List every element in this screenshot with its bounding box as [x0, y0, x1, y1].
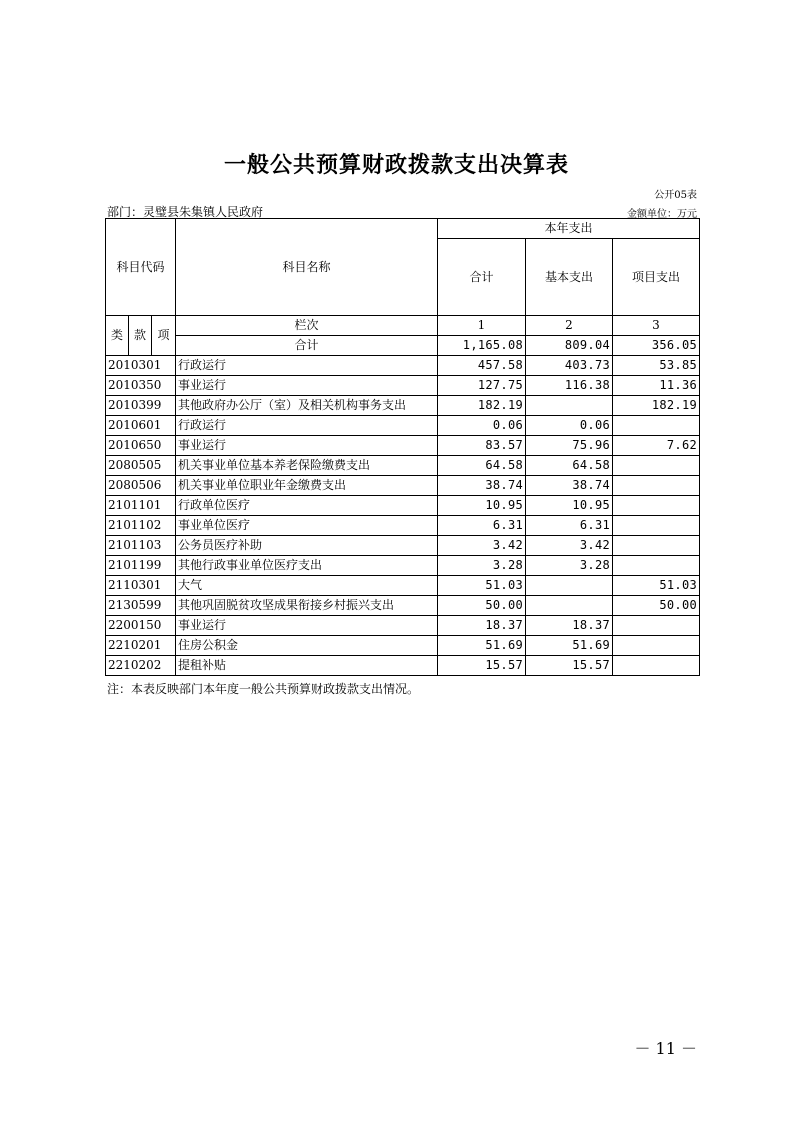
row-total: 18.37	[438, 616, 526, 636]
row-basic: 51.69	[526, 636, 613, 656]
row-basic: 15.57	[526, 656, 613, 676]
row-code: 2101103	[106, 536, 176, 556]
table-row	[106, 396, 700, 416]
header-total: 合计	[438, 239, 526, 316]
table-row	[106, 536, 700, 556]
column-number-3: 3	[613, 316, 700, 336]
header-xiang: 项	[152, 316, 176, 356]
total-label: 合计	[176, 336, 438, 356]
row-name: 其他行政事业单位医疗支出	[176, 556, 438, 576]
row-code: 2010650	[106, 436, 176, 456]
row-name: 事业运行	[176, 616, 438, 636]
row-project	[613, 516, 700, 536]
row-basic	[526, 596, 613, 616]
row-total: 10.95	[438, 496, 526, 516]
row-project: 53.85	[613, 356, 700, 376]
row-code: 2101102	[106, 516, 176, 536]
row-project	[613, 616, 700, 636]
header-kuan: 款	[129, 316, 152, 356]
table-row	[106, 636, 700, 656]
header-basic: 基本支出	[526, 239, 613, 316]
row-name: 机关事业单位职业年金缴费支出	[176, 476, 438, 496]
row-project: 11.36	[613, 376, 700, 396]
table-row	[106, 376, 700, 396]
row-total: 64.58	[438, 456, 526, 476]
row-total: 38.74	[438, 476, 526, 496]
row-project: 51.03	[613, 576, 700, 596]
header-project: 项目支出	[613, 239, 700, 316]
column-number-row	[106, 316, 700, 336]
row-total: 127.75	[438, 376, 526, 396]
row-basic: 64.58	[526, 456, 613, 476]
row-basic: 116.38	[526, 376, 613, 396]
row-code: 2210201	[106, 636, 176, 656]
row-total: 0.06	[438, 416, 526, 436]
amount-unit-label: 金额单位：万元	[627, 209, 697, 220]
row-code: 2010601	[106, 416, 176, 436]
row-name: 公务员医疗补助	[176, 536, 438, 556]
row-name: 行政运行	[176, 416, 438, 436]
row-basic: 3.42	[526, 536, 613, 556]
row-name: 行政运行	[176, 356, 438, 376]
row-project: 50.00	[613, 596, 700, 616]
row-name: 提租补贴	[176, 656, 438, 676]
table-row	[106, 596, 700, 616]
row-total: 3.42	[438, 536, 526, 556]
total-project: 356.05	[613, 336, 700, 356]
table-row	[106, 556, 700, 576]
row-code: 2101101	[106, 496, 176, 516]
row-total: 51.69	[438, 636, 526, 656]
row-project	[613, 536, 700, 556]
table-row	[106, 616, 700, 636]
row-basic	[526, 396, 613, 416]
table-note: 注：本表反映部门本年度一般公共预算财政拨款支出情况。	[107, 682, 420, 696]
table-row	[106, 496, 700, 516]
row-total: 6.31	[438, 516, 526, 536]
header-name: 科目名称	[176, 219, 438, 316]
row-total: 3.28	[438, 556, 526, 576]
row-basic: 3.28	[526, 556, 613, 576]
row-project	[613, 556, 700, 576]
row-code: 2200150	[106, 616, 176, 636]
row-name: 其他政府办公厅（室）及相关机构事务支出	[176, 396, 438, 416]
total-amount: 1,165.08	[438, 336, 526, 356]
row-total: 182.19	[438, 396, 526, 416]
table-row	[106, 656, 700, 676]
row-total: 15.57	[438, 656, 526, 676]
row-name: 行政单位医疗	[176, 496, 438, 516]
row-code: 2010350	[106, 376, 176, 396]
row-code: 2110301	[106, 576, 176, 596]
row-project	[613, 496, 700, 516]
row-project	[613, 416, 700, 436]
row-name: 事业单位医疗	[176, 516, 438, 536]
page-number: － 11 －	[634, 1039, 697, 1058]
row-basic: 75.96	[526, 436, 613, 456]
row-basic: 38.74	[526, 476, 613, 496]
row-code: 2080505	[106, 456, 176, 476]
row-name: 其他巩固脱贫攻坚成果衔接乡村振兴支出	[176, 596, 438, 616]
row-code: 2010399	[106, 396, 176, 416]
department-label: 部门：灵璧县朱集镇人民政府	[107, 205, 264, 219]
table-row	[106, 456, 700, 476]
row-name: 事业运行	[176, 436, 438, 456]
table-row	[106, 476, 700, 496]
row-total: 457.58	[438, 356, 526, 376]
table-row	[106, 416, 700, 436]
row-basic: 0.06	[526, 416, 613, 436]
row-total: 50.00	[438, 596, 526, 616]
row-name: 事业运行	[176, 376, 438, 396]
row-project	[613, 476, 700, 496]
row-project	[613, 636, 700, 656]
row-name: 机关事业单位基本养老保险缴费支出	[176, 456, 438, 476]
total-basic: 809.04	[526, 336, 613, 356]
form-number: 公开05表	[654, 190, 697, 201]
row-basic: 10.95	[526, 496, 613, 516]
column-number-2: 2	[526, 316, 613, 336]
row-total: 51.03	[438, 576, 526, 596]
table-row	[106, 436, 700, 456]
header-code: 科目代码	[106, 219, 176, 316]
row-project: 182.19	[613, 396, 700, 416]
row-name: 住房公积金	[176, 636, 438, 656]
row-name: 大气	[176, 576, 438, 596]
header-row-1	[106, 219, 700, 239]
header-lei: 类	[106, 316, 129, 356]
row-project	[613, 656, 700, 676]
table-row	[106, 516, 700, 536]
row-code: 2210202	[106, 656, 176, 676]
column-number-label: 栏次	[176, 316, 438, 336]
row-code: 2130599	[106, 596, 176, 616]
row-basic: 18.37	[526, 616, 613, 636]
page-title: 一般公共预算财政拨款支出决算表	[223, 152, 569, 178]
table-row	[106, 576, 700, 596]
row-project	[613, 456, 700, 476]
header-current-year: 本年支出	[438, 219, 700, 239]
row-basic: 403.73	[526, 356, 613, 376]
row-code: 2080506	[106, 476, 176, 496]
total-row	[106, 336, 700, 356]
row-code: 2010301	[106, 356, 176, 376]
row-project: 7.62	[613, 436, 700, 456]
row-code: 2101199	[106, 556, 176, 576]
table-row	[106, 356, 700, 376]
row-total: 83.57	[438, 436, 526, 456]
row-basic	[526, 576, 613, 596]
budget-expenditure-table	[105, 218, 700, 676]
row-basic: 6.31	[526, 516, 613, 536]
column-number-1: 1	[438, 316, 526, 336]
